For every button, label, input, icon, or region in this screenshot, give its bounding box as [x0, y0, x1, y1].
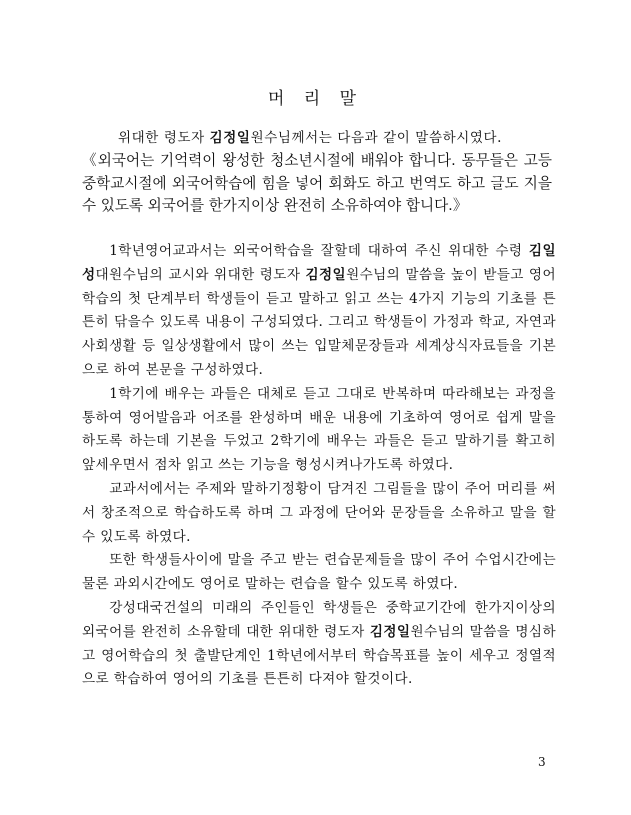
paragraph-3: 교과서에서는 주제와 말하기정황이 담겨진 그림들을 많이 주어 머리를 써서 창조적으로 학습하도록 하며 그 과정에 단어와 문장들을 소유하고 말을 할수 있도록 하였다.	[82, 480, 556, 545]
page-title: 머 리 말	[267, 89, 364, 109]
leader-name: 김정일	[209, 130, 251, 146]
paragraph-1-text-2: 대원수님의 교시와 위대한 령도자	[95, 266, 306, 283]
quotation: 《외국어는 기억력이 왕성한 청소년시절에 배워야 합니다. 동무들은 고등중학교시절에 외국어학습에 힘을 넣어 회화도 하고 번역도 하고 글도 지을수 있도록 외국어를 한가지이상 완전히 소유하여야 합니다.》	[82, 152, 552, 214]
intro-text-pre: 위대한 령도자	[118, 130, 210, 146]
page-number: 3	[538, 755, 546, 769]
body-text	[82, 240, 556, 692]
intro-line	[118, 126, 502, 146]
paragraph-5-text-1: 강성대국건설의 미래의 주인들인 학생들은 중학교기간에 한가지이상의 외국어를 완전히 소유할데 대한 위대한 령도자	[82, 599, 556, 640]
paragraph-1-text-3: 원수님의 말씀을 높이 받들고 영어학습의 첫 단계부터 학생들이 듣고 말하고 읽고 쓰는 4가지 기능의 기초를 튼튼히 닦을수 있도록 내용이 구성되였다. 그리고 학생들이 가정과 학교, 자연과 사회생활 등 일상생활에서 많이 쓰는 입말체문장들과 세계상식자료들을 기본으로 하여 본문을 구성하였다.	[82, 266, 556, 378]
leader-name: 김정일	[305, 266, 347, 283]
paragraph-1	[82, 240, 556, 383]
paragraph-2: 1학기에 배우는 과들은 대체로 듣고 그대로 반복하며 따라해보는 과정을 통하여 영어발음과 어조를 완성하며 배운 내용에 기초하여 영어로 쉽게 말을 하도록 하는데 기본을 두었고 2학기에 배우는 과들은 듣고 말하기를 확고히 앞세우면서 점차 읽고 쓰는 기능을 형성시켜나가도록 하였다.	[82, 385, 556, 474]
paragraph-4: 또한 학생들사이에 말을 주고 받는 련습문제들을 많이 주어 수업시간에는 물론 과외시간에도 영어로 말하는 련습을 할수 있도록 하였다.	[82, 552, 556, 593]
intro-text-post: 원수님께서는 다음과 같이 말씀하시였다.	[250, 130, 503, 146]
paragraph-1-text-1: 1학년영어교과서는 외국어학습을 잘할데 대하여 주신 위대한 수령	[109, 243, 529, 259]
leader-name: 김정일	[369, 623, 411, 640]
leader-name: 김일성	[82, 243, 556, 283]
paragraph-5-text-2: 원수님의 말씀을 명심하고 영어학습의 첫 출발단계인 1학년에서부터 학습목표를 높이 세우고 정열적으로 학습하여 영어의 기초를 튼튼히 다져야 할것이다.	[82, 623, 556, 688]
paragraph-5	[82, 597, 556, 692]
